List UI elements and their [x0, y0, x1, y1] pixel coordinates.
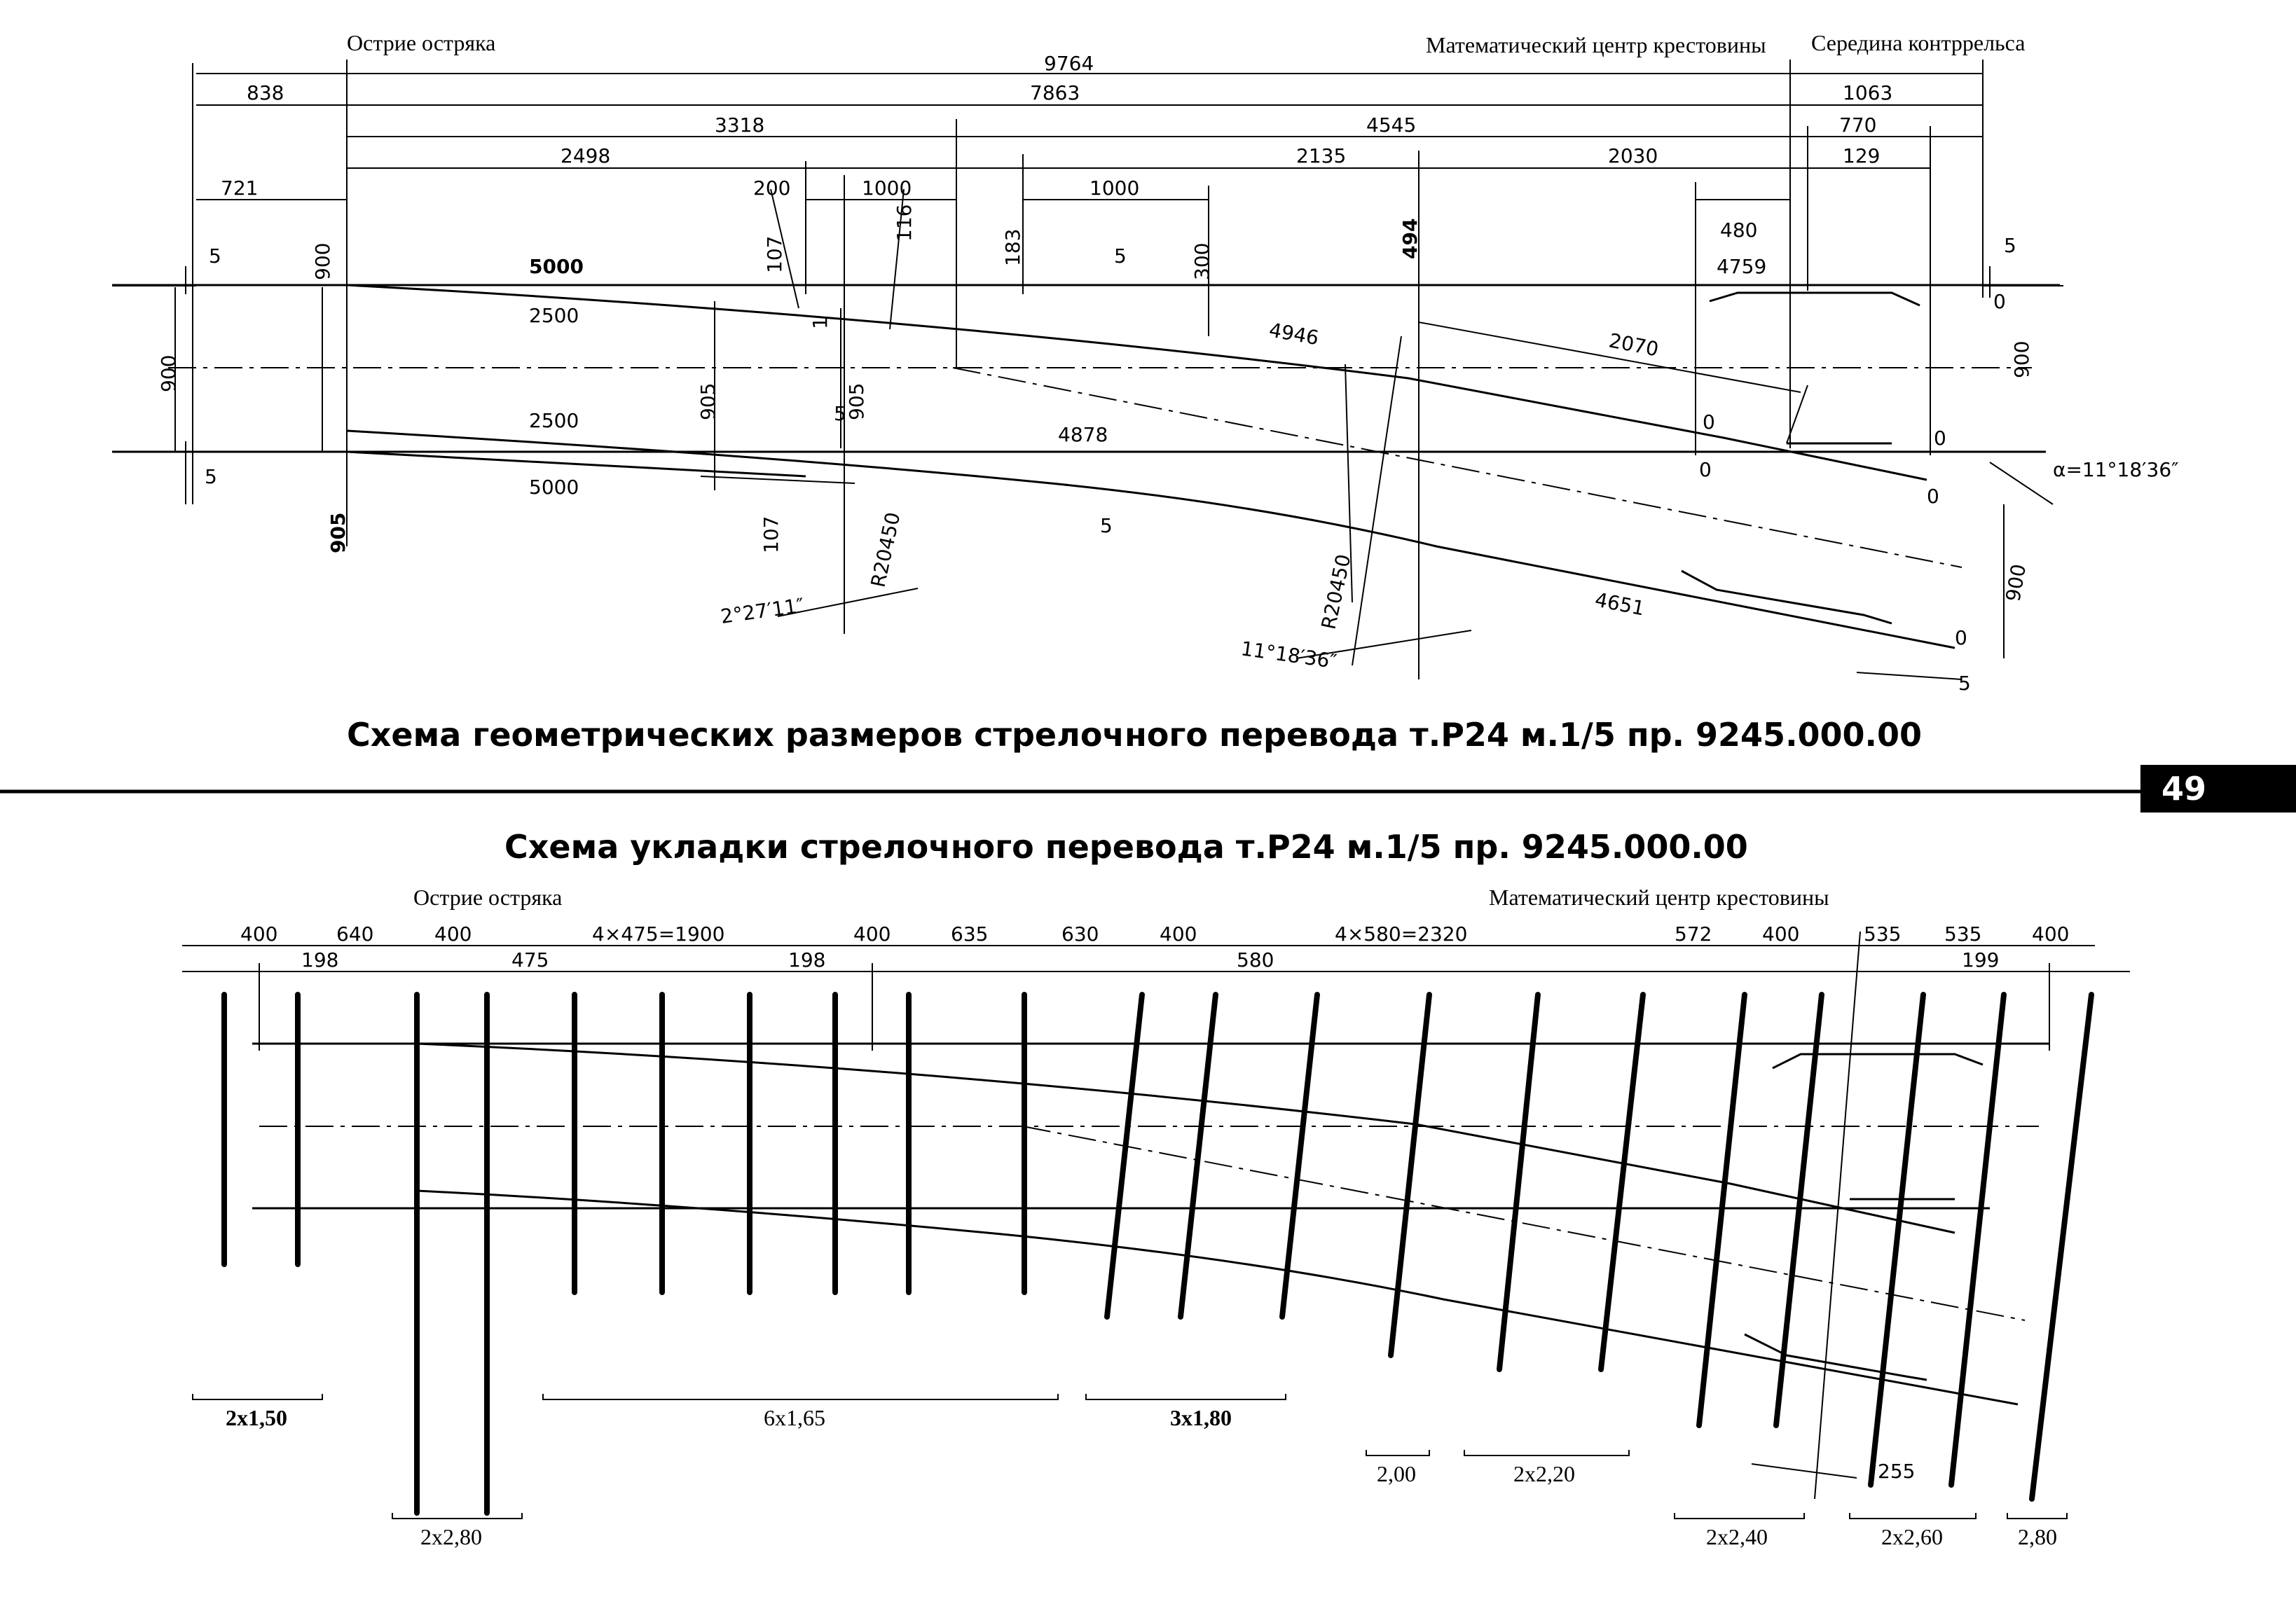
dim-b400d: 400	[1160, 922, 1197, 946]
track-axis-diverging	[953, 368, 1962, 567]
dim-3318: 3318	[715, 113, 765, 137]
dim-b635: 635	[951, 922, 989, 946]
sleepers	[224, 995, 2091, 1513]
dim-5000a: 5000	[529, 255, 584, 278]
dim-300: 300	[1190, 242, 1214, 280]
dim-5b: 5	[1114, 244, 1127, 268]
dim-2498: 2498	[561, 144, 611, 167]
diverging-rail-lower	[347, 431, 1955, 648]
label-frog-center: Математический центр крестовины	[1426, 32, 1766, 57]
dim-2500b: 2500	[529, 409, 579, 432]
dim-2500a: 2500	[529, 304, 579, 327]
dim-494: 494	[1398, 218, 1422, 259]
diverging-rail-lower	[417, 1191, 2018, 1404]
guard-rail-bottom	[1745, 1334, 1927, 1380]
dim-b535b: 535	[1944, 922, 1982, 946]
sleeper	[1951, 995, 2004, 1485]
dim-r20450b: R20450	[1317, 552, 1356, 632]
dim-b4x475: 4×475=1900	[592, 922, 725, 946]
guard-rail-top	[1710, 293, 1920, 305]
dim-838: 838	[247, 81, 284, 104]
dim-4946: 4946	[1267, 318, 1321, 350]
dim-5g: 5	[1958, 672, 1971, 695]
dim-b400f: 400	[2032, 922, 2070, 946]
dim-9764: 9764	[1044, 52, 1094, 75]
group-280: 2,80	[2018, 1524, 2057, 1549]
dim-4759: 4759	[1717, 255, 1767, 278]
dim-5c: 5	[2004, 234, 2016, 257]
dim-b198b: 198	[788, 948, 826, 972]
page-number: 49	[2161, 770, 2207, 808]
dim-7863: 7863	[1030, 81, 1080, 104]
diverging-rail-upper	[347, 285, 1927, 480]
dim-900c: 900	[2010, 340, 2033, 378]
group-3x180: 3x1,80	[1170, 1405, 1232, 1430]
bottom-diagram	[182, 828, 2130, 1549]
dim-4651: 4651	[1593, 588, 1647, 621]
dim-905b: 905	[845, 382, 868, 420]
dim-116: 116	[893, 204, 916, 242]
sleeper	[2032, 995, 2091, 1499]
dim-183: 183	[1001, 228, 1024, 266]
dim-b255: 255	[1878, 1460, 1916, 1483]
dim-4545: 4545	[1366, 113, 1417, 137]
dim-b475: 475	[511, 948, 549, 972]
dim-1063: 1063	[1843, 81, 1893, 104]
dim-5f: 5	[1100, 514, 1113, 537]
dim-905a: 905	[696, 382, 720, 420]
group-6x165: 6x1,65	[764, 1405, 825, 1430]
dim-129: 129	[1843, 144, 1881, 167]
dim-770: 770	[1839, 113, 1877, 137]
sleeper	[1699, 995, 1745, 1425]
dim-0e: 0	[1927, 485, 1939, 508]
dim-0f: 0	[1955, 626, 1967, 649]
dim-900a: 900	[311, 242, 334, 280]
group-2x240: 2x2,40	[1706, 1524, 1768, 1549]
dim-4878: 4878	[1058, 423, 1108, 446]
guard-rail-top	[1773, 1054, 1983, 1068]
dim-b400e: 400	[1762, 922, 1800, 946]
group-2x220: 2x2,20	[1513, 1461, 1575, 1486]
dim-721: 721	[221, 177, 259, 200]
dim-5d: 5	[834, 402, 846, 425]
dim-107a: 107	[763, 235, 786, 273]
label-frog-center-bottom: Математический центр крестовины	[1489, 885, 1829, 910]
dim-1000b: 1000	[1089, 177, 1140, 200]
group-2x150: 2x1,50	[226, 1405, 287, 1430]
dim-107b: 107	[759, 516, 783, 553]
dim-905c: 905	[326, 512, 350, 553]
top-title: Схема геометрических размеров стрелочного перевода т.Р24 м.1/5 пр. 9245.000.00	[347, 716, 1923, 754]
dim-b199: 199	[1962, 948, 2000, 972]
dim-0a: 0	[1993, 290, 2006, 313]
label-guard-middle: Середина контррельса	[1811, 30, 2026, 55]
dim-b572: 572	[1675, 922, 1712, 946]
bottom-title: Схема укладки стрелочного перевода т.Р24 м.1/5 пр. 9245.000.00	[504, 828, 1748, 866]
dim-1000a: 1000	[862, 177, 912, 200]
dim-b580: 580	[1237, 948, 1274, 972]
sleeper	[1601, 995, 1643, 1369]
dim-angle-1: 2°27′11″	[719, 593, 806, 628]
dim-b400b: 400	[434, 922, 472, 946]
dim-2070: 2070	[1607, 329, 1661, 361]
dim-0c: 0	[1934, 427, 1946, 450]
group-200: 2,00	[1377, 1461, 1416, 1486]
dim-b400a: 400	[240, 922, 278, 946]
dim-0d: 0	[1699, 458, 1712, 481]
dim-b535a: 535	[1864, 922, 1902, 946]
dim-5000b: 5000	[529, 476, 579, 499]
dim-480: 480	[1720, 219, 1758, 242]
top-diagram	[112, 30, 2179, 754]
label-switch-point-bottom: Острие остряка	[413, 885, 563, 910]
label-switch-point: Острие остряка	[347, 30, 496, 55]
dim-angle-2: 11°18′36″	[1239, 637, 1338, 674]
dim-5a: 5	[209, 244, 221, 268]
dim-r20450a: R20450	[866, 510, 905, 590]
dim-1a: 1	[809, 317, 832, 329]
dim-b640: 640	[336, 922, 374, 946]
dim-5e: 5	[205, 465, 217, 488]
sleeper	[1391, 995, 1429, 1355]
group-2x280: 2x2,80	[420, 1524, 482, 1549]
sleeper	[1871, 995, 1923, 1485]
group-2x260: 2x2,60	[1881, 1524, 1943, 1549]
dim-b400c: 400	[853, 922, 891, 946]
dim-alpha: α=11°18′36″	[2053, 458, 2179, 481]
dim-0b: 0	[1703, 410, 1715, 434]
dim-900d: 900	[2001, 562, 2031, 604]
dim-b630: 630	[1061, 922, 1099, 946]
dim-b198a: 198	[301, 948, 339, 972]
dim-2030: 2030	[1608, 144, 1658, 167]
dim-200: 200	[753, 177, 791, 200]
dim-900b: 900	[157, 354, 180, 392]
dim-b4x580: 4×580=2320	[1335, 922, 1468, 946]
dim-2135: 2135	[1296, 144, 1347, 167]
